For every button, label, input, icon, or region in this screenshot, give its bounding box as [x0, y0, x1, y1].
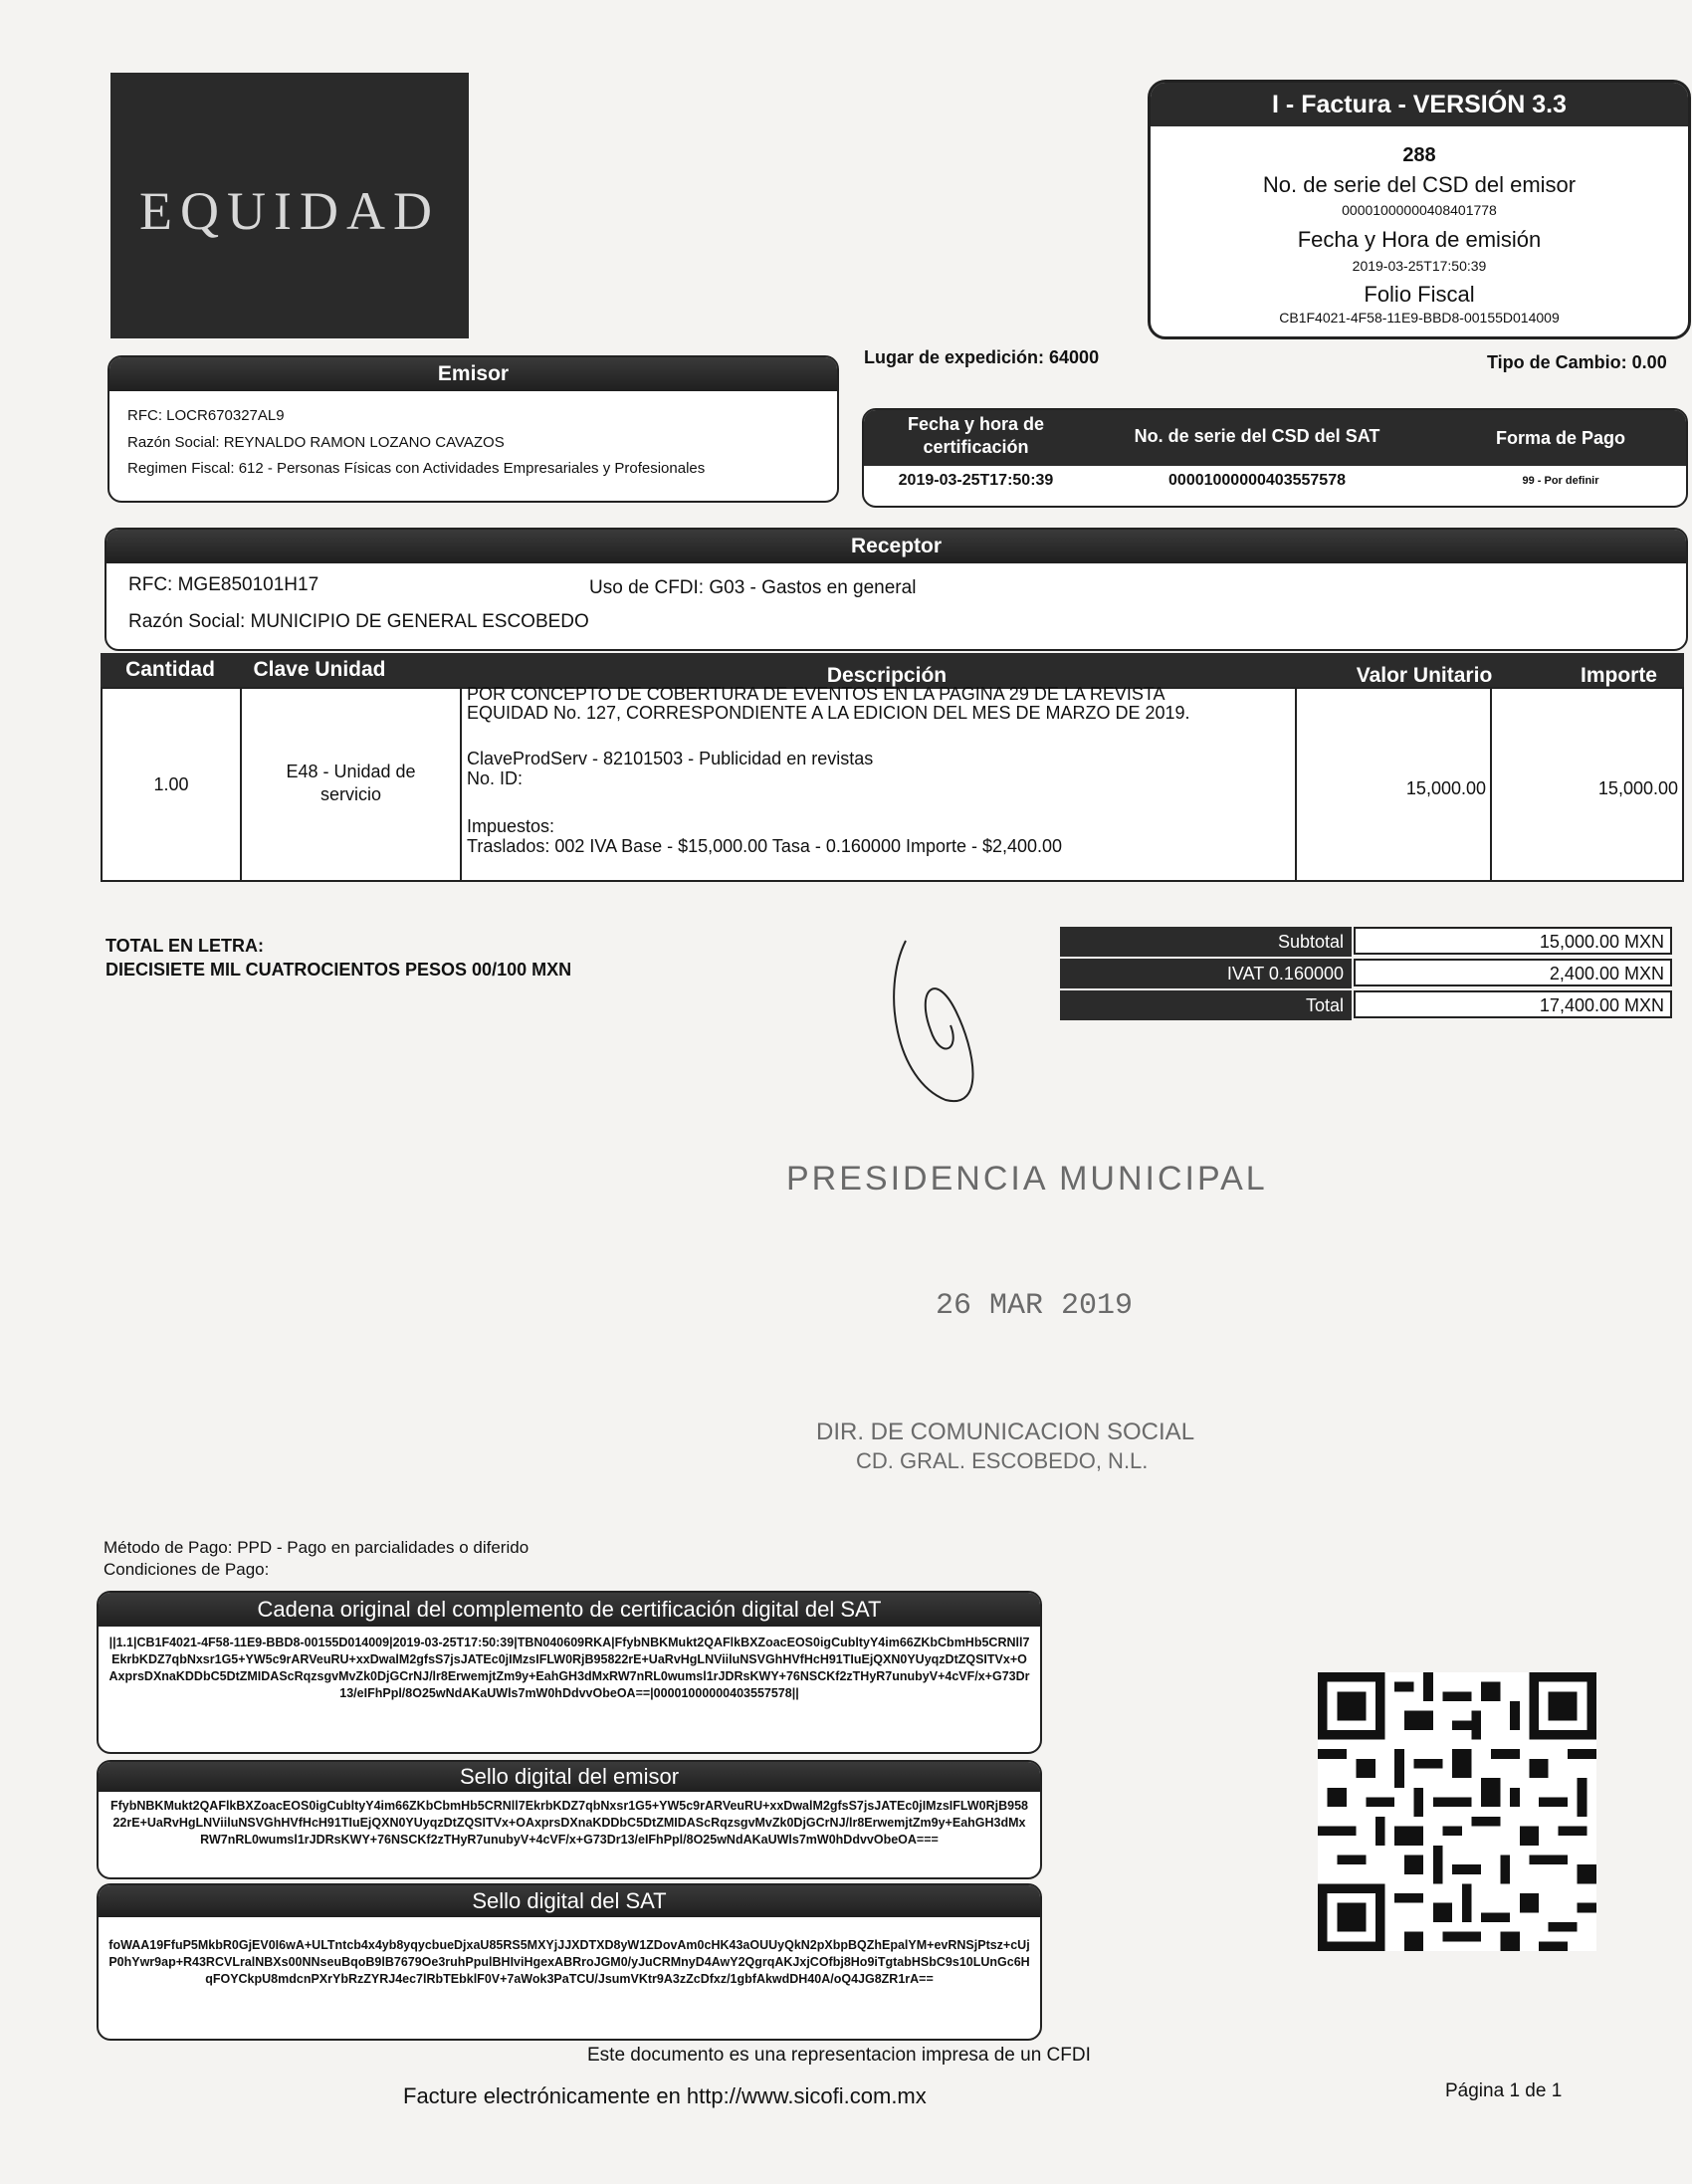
csd-emisor-value: 00001000000408401778 — [1342, 202, 1497, 218]
representacion-impresa-text: Este documento es una representacion impresa de un CFDI — [587, 2045, 1091, 2066]
stamp-line-1: PRESIDENCIA MUNICIPAL — [786, 1160, 1268, 1198]
fecha-cert-value: 2019-03-25T17:50:39 — [898, 472, 1054, 489]
total-value: 17,400.00 MXN — [1354, 990, 1672, 1018]
desc-line-5: Impuestos: — [467, 816, 555, 836]
emisor-title: Emisor — [109, 357, 837, 391]
stamp-line-3: CD. GRAL. ESCOBEDO, N.L. — [856, 1448, 1149, 1473]
cell-clave-unidad — [240, 687, 462, 882]
sello-sat-box — [97, 1883, 1042, 2041]
cell-cantidad — [101, 687, 242, 882]
cadena-original-text: ||1.1|CB1F4021-4F58-11E9-BBD8-00155D014009|2019-03-25T17:50:39|TBN040609RKA|FfybNBKMukt2QAFlkBXZoacEOS0igCubltyY4im66ZKbCbmHb5CRNll7EkrbKDZ7qbNxsr1G5+YW5c9rARVeuRU+xxDwalM2gfsS7jsJATEc0jIMzsIFLW0RjB95822rE+UaRvHgLNViiluNSVGhHVfHcH91TIuEjQXN0YUyqzDtZQSITVx+OAxprsDXnaKDDbC5DtZMIDAScRqzsgvMvZk0DjGCrNJ/lr8ErwemjtZm9y+EahGH3dMxRW7nRL0wumsl1rJDRsKWY+76NSCKf2zTHyR7unubyV+4cVF/x+G73Dr13/eIFhPpl/8O25wNdAKaUWls7mW0hDdvvObeOA==|00001000000403557578|| — [108, 1636, 1030, 1700]
cell-importe — [1490, 687, 1684, 882]
emisor-razon-social: Razón Social: REYNALDO RAMON LOZANO CAVAZOS — [127, 434, 505, 451]
receptor-rfc: RFC: MGE850101H17 — [128, 574, 319, 595]
csd-sat-value: 00001000000403557578 — [1168, 472, 1346, 489]
forma-pago-value: 99 - Por definir — [1522, 475, 1599, 487]
folio-fiscal-value: CB1F4021-4F58-11E9-BBD8-00155D014009 — [1279, 310, 1560, 326]
invoice-type-title: I - Factura - VERSIÓN 3.3 — [1151, 83, 1688, 126]
qr-code — [1318, 1672, 1596, 1951]
cell-valor-unitario — [1295, 687, 1492, 882]
csd-sat-label: No. de serie del CSD del SAT — [1134, 426, 1380, 446]
logo-text: EQUIDAD — [139, 181, 440, 241]
importe-value: 15,000.00 — [1597, 778, 1678, 798]
emisor-regimen: Regimen Fiscal: 612 - Personas Físicas con Actividades Empresariales y Profesionales — [127, 460, 706, 477]
csd-emisor-label: No. de serie del CSD del emisor — [1262, 172, 1577, 197]
valor-unitario-value: 15,000.00 — [1405, 778, 1486, 798]
stamp-date: 26 MAR 2019 — [936, 1289, 1134, 1323]
certificacion-box — [862, 408, 1688, 508]
total-label: Total — [1060, 990, 1352, 1020]
total-letra-label: TOTAL EN LETRA: — [106, 936, 264, 956]
stamp-line-2: DIR. DE COMUNICACION SOCIAL — [816, 1419, 1195, 1445]
facture-electronicamente-text: Facture electrónicamente en http://www.sicofi.com.mx — [403, 2083, 927, 2108]
emisor-rfc: RFC: LOCR670327AL9 — [127, 407, 285, 424]
sello-sat-title: Sello digital del SAT — [99, 1885, 1040, 1917]
sello-emisor-text: FfybNBKMukt2QAFlkBXZoacEOS0igCubltyY4im66ZKbCbmHb5CRNll7EkrbKDZ7qbNxsr1G5+YW5c9rARVeuRU+xxDwalM2gfsS7jsJATEc0jIMzsIFLW0RjB95822rE+UaRvHgLNViiluNSVGhHVfHcH91TIuEjQXN0YUyqzDtZQSITVx+OAxprsDXnaKDDbC5DtZMIDAScRqzsgvMvZk0DjGCrNJ/lr8ErwemjtZm9y+EahGH3dMxRW7nRL0wumsl1rJDRsKWY+76NSCKf2zTHyR7unubyV+4cVF/x+G73Dr13/eIFhPpl/8O25wNdAKaUWls7mW0hDdvvObeOA=== — [109, 1799, 1028, 1847]
clave-unidad-line-1: E48 - Unidad de — [286, 762, 416, 781]
fecha-cert-label-2: certificación — [923, 437, 1029, 457]
receptor-uso-cfdi: Uso de CFDI: G03 - Gastos en general — [589, 577, 917, 598]
cell-descripcion — [460, 684, 1297, 882]
sello-emisor-box — [97, 1760, 1042, 1879]
receptor-razon-social: Razón Social: MUNICIPIO DE GENERAL ESCOBEDO — [128, 611, 589, 632]
col-valor-unitario: Valor Unitario — [1295, 653, 1554, 687]
iva-label: IVAT 0.160000 — [1060, 959, 1352, 988]
cadena-original-title: Cadena original del complemento de certificación digital del SAT — [99, 1593, 1040, 1627]
total-letra-value: DIECISIETE MIL CUATROCIENTOS PESOS 00/100 MXN — [106, 960, 572, 980]
fecha-emision-label: Fecha y Hora de emisión — [1297, 227, 1542, 252]
clave-unidad-line-2: servicio — [319, 784, 381, 804]
desc-line-2: EQUIDAD No. 127, CORRESPONDIENTE A LA EDICION DEL MES DE MARZO DE 2019. — [467, 703, 1190, 723]
desc-line-4: No. ID: — [467, 768, 524, 788]
folio-number: 288 — [1402, 144, 1436, 166]
cantidad-value: 1.00 — [153, 774, 189, 794]
subtotal-label: Subtotal — [1060, 927, 1352, 957]
page-number: Página 1 de 1 — [1445, 2080, 1563, 2101]
tipo-cambio: Tipo de Cambio: 0.00 — [1487, 352, 1667, 372]
subtotal-value: 15,000.00 MXN — [1354, 927, 1672, 955]
invoice-header-box — [1148, 80, 1691, 339]
items-table — [101, 653, 1684, 882]
col-importe: Importe — [1554, 653, 1684, 687]
desc-line-1: POR CONCEPTO DE COBERTURA DE EVENTOS EN LA PAGINA 29 DE LA REVISTA — [467, 684, 1165, 704]
emisor-box — [107, 355, 839, 503]
col-cantidad: Cantidad — [101, 653, 240, 687]
forma-pago-label: Forma de Pago — [1495, 428, 1626, 448]
company-logo — [110, 73, 469, 338]
cadena-original-box — [97, 1591, 1042, 1754]
municipal-stamp — [786, 1150, 1284, 1478]
iva-value: 2,400.00 MXN — [1354, 959, 1672, 986]
metodo-pago: Método de Pago: PPD - Pago en parcialidades o diferido — [104, 1538, 529, 1557]
certificacion-header — [864, 410, 1686, 466]
fecha-cert-label-1: Fecha y hora de — [907, 414, 1045, 434]
lugar-expedicion: Lugar de expedición: 64000 — [864, 347, 1100, 367]
handwritten-signature — [876, 931, 1035, 1110]
receptor-title: Receptor — [106, 530, 1686, 563]
fecha-emision-value: 2019-03-25T17:50:39 — [1352, 258, 1487, 274]
condiciones-pago: Condiciones de Pago: — [104, 1560, 270, 1579]
col-clave-unidad: Clave Unidad — [240, 653, 399, 687]
sello-emisor-title: Sello digital del emisor — [99, 1762, 1040, 1792]
receptor-box — [105, 528, 1688, 651]
sello-sat-text: foWAA19FfuP5MkbR0GjEV0I6wA+ULTntcb4x4yb8yqycbueDjxaU85RS5MXYjJJXDTXD8yW1ZDovAm0cHK43aOUUyQkN2pXbpBQZhEpalYM+evRNSjPtsz+cUjP0hYwr9ap+R43RCVLralNBXs00NNseuBqoB9lB7679Oe3ruhPpulBHIviHgexABRroJGM0/yJuCRMnyD4AwY2QgrqAKJxjCOfbj8Ho9iTgtabHSbC9s10LUnGc6HqFOYCkpU8mdcnPXrYbRzZYRJ4ec7lRbTEbklF0V+7aWok3PaTCU/JsumVKtr9A3zZcDfxz/1gbfAkwdDH40A/oQ4JG8ZR1rA== — [108, 1938, 1030, 1986]
folio-fiscal-label: Folio Fiscal — [1364, 282, 1475, 307]
desc-line-6: Traslados: 002 IVA Base - $15,000.00 Tasa - 0.160000 Importe - $2,400.00 — [467, 836, 1063, 856]
col-descripcion: Descripción — [399, 653, 1375, 687]
desc-line-3: ClaveProdServ - 82101503 - Publicidad en revistas — [467, 749, 874, 768]
